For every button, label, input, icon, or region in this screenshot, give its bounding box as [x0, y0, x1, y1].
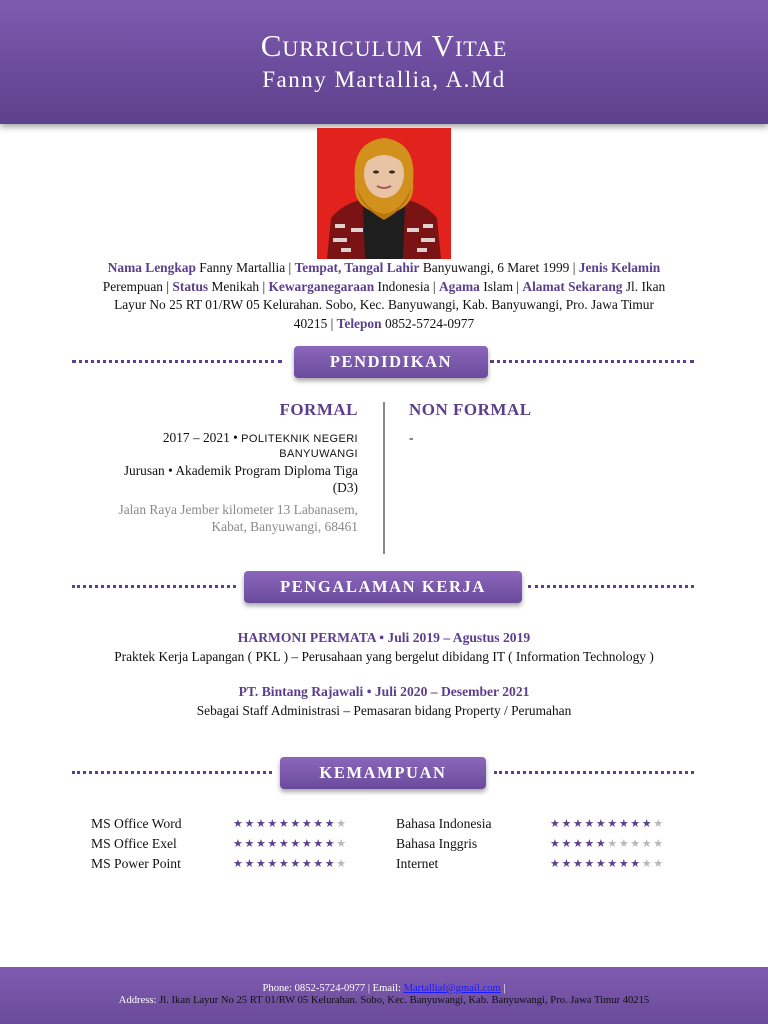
formal-major-line2: (D3) — [332, 480, 358, 495]
star-empty-icon: ★ — [653, 857, 665, 870]
alamat-value: Jl. Ikan Layur No 25 RT 01/RW 05 Kelurahan. Sobo, Kec. Banyuwangi, Kab. Banyuwangi, Pro. Jawa Timur 40215 — [114, 278, 666, 331]
footer-contact: Phone: 0852-5724-0977 | Email: Martalliaf@gmail.com | — [262, 983, 506, 994]
star-filled-icon: ★ — [618, 857, 631, 870]
page-title: Curriculum Vitae — [260, 28, 508, 63]
star-filled-icon: ★ — [572, 857, 585, 870]
star-filled-icon: ★ — [324, 857, 337, 870]
star-filled-icon: ★ — [630, 817, 642, 830]
status-label: Status — [172, 278, 209, 294]
star-empty-icon: ★ — [336, 837, 348, 850]
star-filled-icon: ★ — [324, 837, 337, 850]
telp-label: Telepon — [336, 315, 382, 331]
star-filled-icon: ★ — [301, 817, 314, 830]
skill-name: MS Power Point — [91, 856, 181, 871]
separator: | — [330, 315, 334, 331]
skill-name: MS Office Word — [91, 816, 182, 831]
formal-years: 2017 – 2021 • — [162, 430, 238, 445]
star-filled-icon: ★ — [233, 837, 245, 850]
skill-rating — [550, 857, 665, 870]
star-filled-icon: ★ — [278, 837, 291, 850]
star-empty-icon: ★ — [641, 857, 654, 870]
star-filled-icon: ★ — [595, 817, 608, 830]
star-filled-icon: ★ — [630, 857, 642, 870]
person-name: Fanny Martallia, A.Md — [262, 67, 506, 92]
warga-label: Kewarganegaraan — [268, 278, 375, 294]
star-empty-icon: ★ — [336, 817, 348, 830]
status-value: Menikah — [211, 278, 260, 294]
star-filled-icon: ★ — [313, 857, 325, 870]
star-filled-icon: ★ — [244, 817, 256, 830]
star-filled-icon: ★ — [313, 817, 325, 830]
star-filled-icon: ★ — [233, 857, 245, 870]
formal-school-line1: POLITEKNIK NEGERI — [241, 433, 358, 445]
nama-value: Fanny Martallia — [199, 260, 286, 275]
section-kemampuan-heading: KEMAMPUAN — [280, 757, 486, 789]
star-filled-icon: ★ — [561, 837, 573, 850]
star-filled-icon: ★ — [572, 837, 585, 850]
section-pengalaman-heading: PENGALAMAN KERJA — [244, 571, 522, 603]
profile-photo — [317, 128, 451, 259]
star-filled-icon: ★ — [618, 817, 631, 830]
email-label: Email: — [372, 983, 401, 994]
star-filled-icon: ★ — [561, 817, 573, 830]
jk-value: Perempuan — [102, 278, 163, 294]
skill-name: Internet — [396, 856, 439, 871]
star-filled-icon: ★ — [595, 857, 608, 870]
star-filled-icon: ★ — [290, 837, 302, 850]
separator: | — [288, 260, 292, 275]
address-label: Address: — [118, 995, 157, 1006]
telp-value: 0852-5724-0977 — [384, 315, 475, 331]
star-empty-icon: ★ — [336, 857, 348, 870]
star-filled-icon: ★ — [255, 817, 268, 830]
star-empty-icon: ★ — [653, 837, 665, 850]
portrait-image — [317, 128, 451, 259]
star-filled-icon: ★ — [244, 857, 256, 870]
star-filled-icon: ★ — [584, 817, 596, 830]
email-link[interactable]: Martalliaf@gmail.com — [403, 983, 501, 994]
star-empty-icon: ★ — [630, 837, 642, 850]
star-filled-icon: ★ — [267, 837, 279, 850]
star-filled-icon: ★ — [324, 817, 337, 830]
star-filled-icon: ★ — [267, 857, 279, 870]
ttl-label: Tempat, Tangal Lahir — [294, 260, 420, 275]
job-title: HARMONI PERMATA • Juli 2019 – Agustus 2019 — [237, 630, 531, 645]
footer — [0, 967, 768, 1024]
phone-label: Phone: — [262, 983, 292, 994]
star-filled-icon: ★ — [278, 817, 291, 830]
section-divider — [72, 771, 272, 774]
star-filled-icon: ★ — [301, 857, 314, 870]
address-value: Jl. Ikan Layur No 25 RT 01/RW 05 Kelurahan. Sobo, Kec. Banyuwangi, Kab. Banyuwangi, Pro. Jawa Timur 40215 — [159, 995, 650, 1006]
separator: | — [262, 278, 266, 294]
separator: | — [432, 278, 436, 294]
skill-rating — [550, 817, 665, 830]
skill-name: Bahasa Inggris — [396, 836, 478, 851]
formal-heading: FORMAL — [279, 400, 358, 419]
skill-rating — [233, 857, 348, 870]
separator: | — [516, 278, 520, 294]
job-title: PT. Bintang Rajawali • Juli 2020 – Desember 2021 — [238, 684, 530, 699]
skill-rating — [233, 817, 348, 830]
skill-name: Bahasa Indonesia — [396, 816, 492, 831]
job-desc: Sebagai Staff Administrasi – Pemasaran bidang Property / Perumahan — [196, 703, 572, 718]
nonformal-heading: NON FORMAL — [409, 400, 532, 419]
nonformal-value: - — [409, 430, 414, 445]
star-filled-icon: ★ — [561, 857, 573, 870]
agama-value: Islam — [483, 278, 513, 294]
star-filled-icon: ★ — [584, 837, 596, 850]
column-divider — [383, 402, 385, 554]
separator: | — [166, 278, 170, 294]
jk-label: Jenis Kelamin — [578, 260, 661, 275]
section-divider — [72, 585, 236, 588]
star-filled-icon: ★ — [550, 817, 562, 830]
star-filled-icon: ★ — [290, 857, 302, 870]
section-divider — [528, 585, 694, 588]
star-filled-icon: ★ — [301, 837, 314, 850]
star-filled-icon: ★ — [290, 817, 302, 830]
alamat-label: Alamat Sekarang — [522, 278, 623, 294]
footer-address — [0, 994, 768, 1008]
job-desc: Praktek Kerja Lapangan ( PKL ) – Perusahaan yang bergelut dibidang IT ( Information Technology ) — [114, 649, 654, 664]
star-filled-icon: ★ — [313, 837, 325, 850]
star-empty-icon: ★ — [618, 837, 631, 850]
formal-address-line2: Kabat, Banyuwangi, 68461 — [211, 519, 358, 534]
ttl-value: Banyuwangi, 6 Maret 1999 — [422, 260, 570, 275]
star-filled-icon: ★ — [255, 837, 268, 850]
skill-rating — [550, 837, 665, 850]
star-filled-icon: ★ — [572, 817, 585, 830]
star-filled-icon: ★ — [278, 857, 291, 870]
formal-school-line2: BANYUWANGI — [279, 448, 358, 460]
star-filled-icon: ★ — [550, 857, 562, 870]
phone-value: 0852-5724-0977 — [294, 983, 366, 994]
star-filled-icon: ★ — [267, 817, 279, 830]
formal-major-line1: Jurusan • Akademik Program Diploma Tiga — [123, 463, 358, 478]
star-filled-icon: ★ — [255, 857, 268, 870]
star-filled-icon: ★ — [244, 837, 256, 850]
formal-address-line1: Jalan Raya Jember kilometer 13 Labanasem, — [118, 502, 358, 517]
section-divider — [72, 360, 282, 363]
section-divider — [494, 771, 694, 774]
warga-value: Indonesia — [377, 278, 430, 294]
star-filled-icon: ★ — [607, 857, 619, 870]
separator: | — [572, 260, 576, 275]
section-divider — [490, 360, 694, 363]
skill-name: MS Office Exel — [91, 836, 177, 851]
star-empty-icon: ★ — [607, 837, 619, 850]
star-empty-icon: ★ — [653, 817, 665, 830]
star-filled-icon: ★ — [607, 817, 619, 830]
star-filled-icon: ★ — [550, 837, 562, 850]
section-pendidikan-heading: PENDIDIKAN — [294, 346, 488, 378]
star-empty-icon: ★ — [641, 837, 654, 850]
agama-label: Agama — [438, 278, 480, 294]
star-filled-icon: ★ — [584, 857, 596, 870]
star-filled-icon: ★ — [641, 817, 654, 830]
personal-info — [100, 259, 668, 333]
nama-label: Nama Lengkap — [107, 260, 196, 275]
header-banner — [0, 0, 768, 124]
star-filled-icon: ★ — [595, 837, 608, 850]
star-filled-icon: ★ — [233, 817, 245, 830]
skill-rating — [233, 837, 348, 850]
